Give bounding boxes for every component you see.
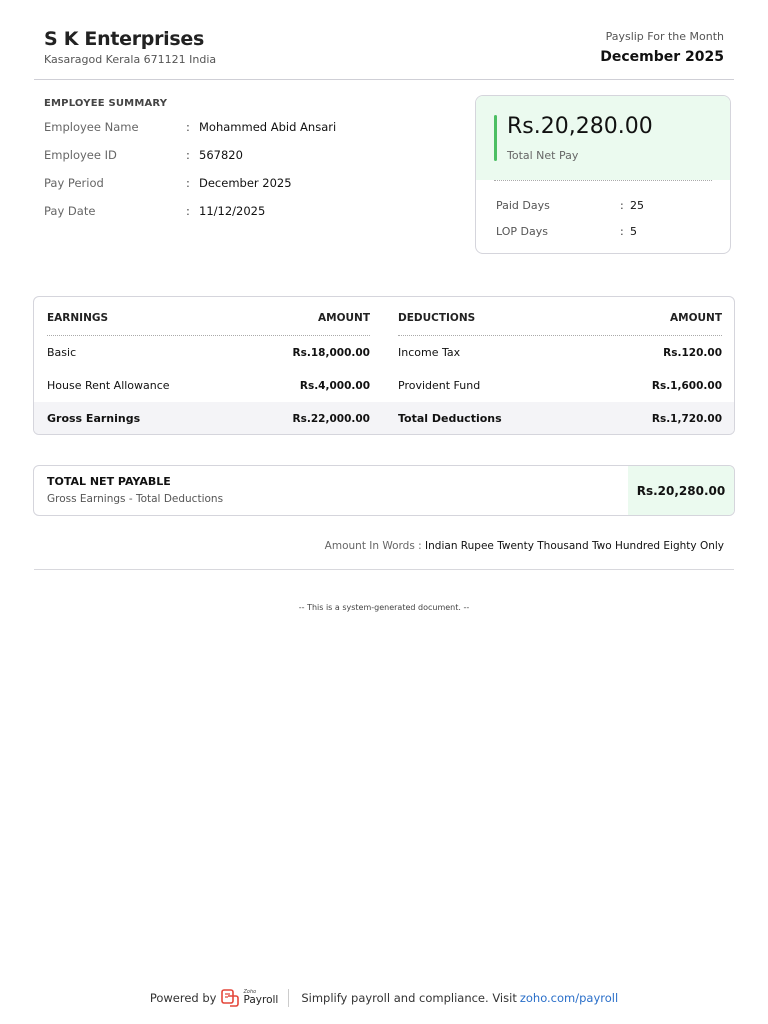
amount-in-words-label: Amount In Words : — [324, 540, 422, 552]
paid-days-row — [496, 199, 644, 212]
paid-days-label: Paid Days — [496, 199, 550, 212]
zoho-logo-text — [243, 990, 278, 1006]
summary-value: Mohammed Abid Ansari — [199, 120, 337, 134]
table-row — [398, 369, 722, 402]
paid-days-colon: : — [620, 199, 624, 212]
footer-tagline: Simplify payroll and compliance. Visit — [301, 991, 517, 1005]
summary-value: 567820 — [199, 148, 243, 162]
zoho-payroll-link[interactable]: zoho.com/payroll — [519, 991, 619, 1005]
total-deductions-row — [398, 402, 722, 435]
gross-earnings-label: Gross Earnings — [47, 412, 141, 425]
summary-row-employee-id — [44, 141, 464, 169]
summary-title: EMPLOYEE SUMMARY — [44, 98, 168, 109]
earnings-column — [47, 297, 370, 435]
summary-label: Pay Date — [44, 204, 96, 218]
deductions-amount-header: AMOUNT — [670, 311, 722, 324]
earnings-deductions-table — [33, 296, 735, 435]
earnings-header — [47, 297, 370, 336]
net-pay-amount: Rs.20,280.00 — [507, 114, 653, 139]
lop-days-colon: : — [620, 225, 624, 238]
total-net-payable — [33, 465, 735, 516]
system-generated-note: -- This is a system-generated document. -- — [298, 603, 470, 612]
payslip-header — [44, 28, 724, 78]
lop-days-value: 5 — [630, 225, 637, 238]
employee-summary — [44, 98, 464, 225]
earning-label: Basic — [47, 346, 77, 359]
deduction-amount: Rs.1,600.00 — [651, 379, 722, 392]
summary-label: Employee ID — [44, 148, 117, 162]
net-payable-amount: Rs.20,280.00 — [628, 466, 734, 515]
zoho-logo-small: Zoho — [243, 989, 257, 996]
footer — [0, 988, 768, 1008]
table-row — [47, 369, 370, 402]
net-payable-title: TOTAL NET PAYABLE — [47, 475, 171, 488]
summary-value: December 2025 — [199, 176, 292, 190]
lop-days-label: LOP Days — [496, 225, 548, 238]
powered-by-label: Powered by — [149, 991, 217, 1005]
table-row — [47, 336, 370, 369]
footer-separator — [288, 989, 289, 1007]
deduction-amount: Rs.120.00 — [663, 346, 722, 359]
amount-in-words — [325, 540, 724, 552]
summary-value: 11/12/2025 — [199, 204, 266, 218]
gross-earnings-amount: Rs.22,000.00 — [292, 412, 370, 425]
net-pay-accent-bar — [494, 115, 497, 161]
month-label: Payslip For the Month — [605, 30, 724, 43]
earnings-header-label: EARNINGS — [47, 311, 109, 324]
company-address: Kasaragod Kerala 671121 India — [44, 53, 217, 66]
amount-in-words-value: Indian Rupee Twenty Thousand Two Hundred Eighty Only — [425, 540, 724, 552]
zoho-logo-big: Payroll — [243, 994, 279, 1007]
summary-label: Pay Period — [44, 176, 104, 190]
table-row — [398, 336, 722, 369]
summary-label: Employee Name — [44, 120, 139, 134]
summary-colon: : — [186, 120, 190, 134]
deductions-header — [398, 297, 722, 336]
payslip-month — [600, 30, 724, 65]
net-pay-card — [475, 95, 731, 254]
deductions-column — [398, 297, 722, 435]
deduction-label: Income Tax — [398, 346, 461, 359]
summary-row-pay-period — [44, 169, 464, 197]
company-name: S K Enterprises — [44, 28, 204, 50]
summary-colon: : — [186, 148, 190, 162]
net-pay-label: Total Net Pay — [507, 149, 579, 162]
lop-days-row — [496, 225, 637, 238]
gross-earnings-row — [47, 402, 370, 435]
deductions-header-label: DEDUCTIONS — [398, 311, 476, 324]
zoho-payroll-logo[interactable] — [220, 988, 278, 1008]
net-payable-subtitle: Gross Earnings - Total Deductions — [47, 493, 224, 505]
paid-days-value: 25 — [630, 199, 644, 212]
net-card-divider — [494, 180, 712, 181]
deduction-label: Provident Fund — [398, 379, 481, 392]
zoho-payroll-logo-icon — [220, 988, 240, 1008]
earning-amount: Rs.4,000.00 — [299, 379, 370, 392]
words-divider — [34, 569, 734, 570]
summary-colon: : — [186, 204, 190, 218]
earning-label: House Rent Allowance — [47, 379, 170, 392]
month-value: December 2025 — [600, 49, 724, 65]
summary-row-employee-name — [44, 113, 464, 141]
total-deductions-label: Total Deductions — [398, 412, 502, 425]
total-deductions-amount: Rs.1,720.00 — [651, 412, 722, 425]
summary-row-pay-date — [44, 197, 464, 225]
header-divider — [34, 79, 734, 80]
summary-colon: : — [186, 176, 190, 190]
net-pay-highlight — [476, 96, 730, 180]
earning-amount: Rs.18,000.00 — [292, 346, 370, 359]
earnings-amount-header: AMOUNT — [318, 311, 370, 324]
